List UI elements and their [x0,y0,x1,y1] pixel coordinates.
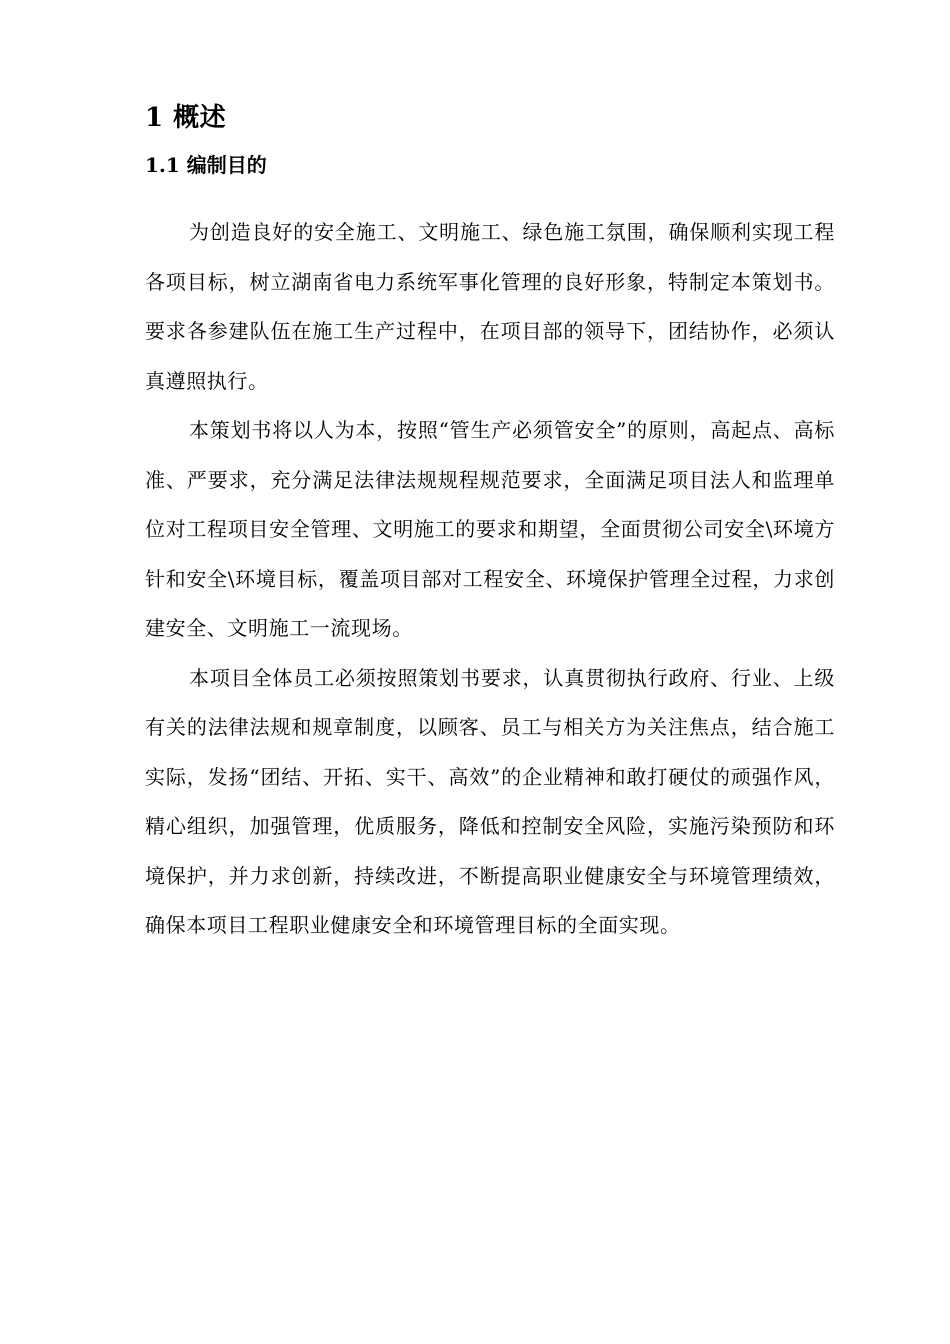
paragraph-1: 为创造良好的安全施工、文明施工、绿色施工氛围，确保顺利实现工程各项目标，树立湖南省电力系统军事化管理的良好形象，特制定本策划书。要求各参建队伍在施工生产过程中，在项目部的领导下，团结协作，必须认真遵照执行。 [145,220,835,393]
section-heading: 1 概述 [145,103,227,133]
document-body [145,96,835,951]
paragraph-3: 本项目全体员工必须按照策划书要求，认真贯彻执行政府、行业、上级有关的法律法规和规章制度，以顾客、员工与相关方为关注焦点，结合施工实际，发扬“团结、开拓、实干、高效”的企业精神和敢打硬仗的顽强作风，精心组织，加强管理，优质服务，降低和控制安全风险，实施污染预防和环境保护，并力求创新，持续改进，不断提高职业健康安全与环境管理绩效，确保本项目工程职业健康安全和环境管理目标的全面实现。 [145,665,835,937]
subsection-heading: 1.1 编制目的 [145,153,267,177]
paragraph-2: 本策划书将以人为本，按照“管生产必须管安全”的原则，高起点、高标准、严要求，充分满足法律法规规程规范要求，全面满足项目法人和监理单位对工程项目安全管理、文明施工的要求和期望，全面贯彻公司安全\环境方针和安全\环境目标，覆盖项目部对工程安全、环境保护管理全过程，力求创建安全、文明施工一流现场。 [145,418,835,640]
